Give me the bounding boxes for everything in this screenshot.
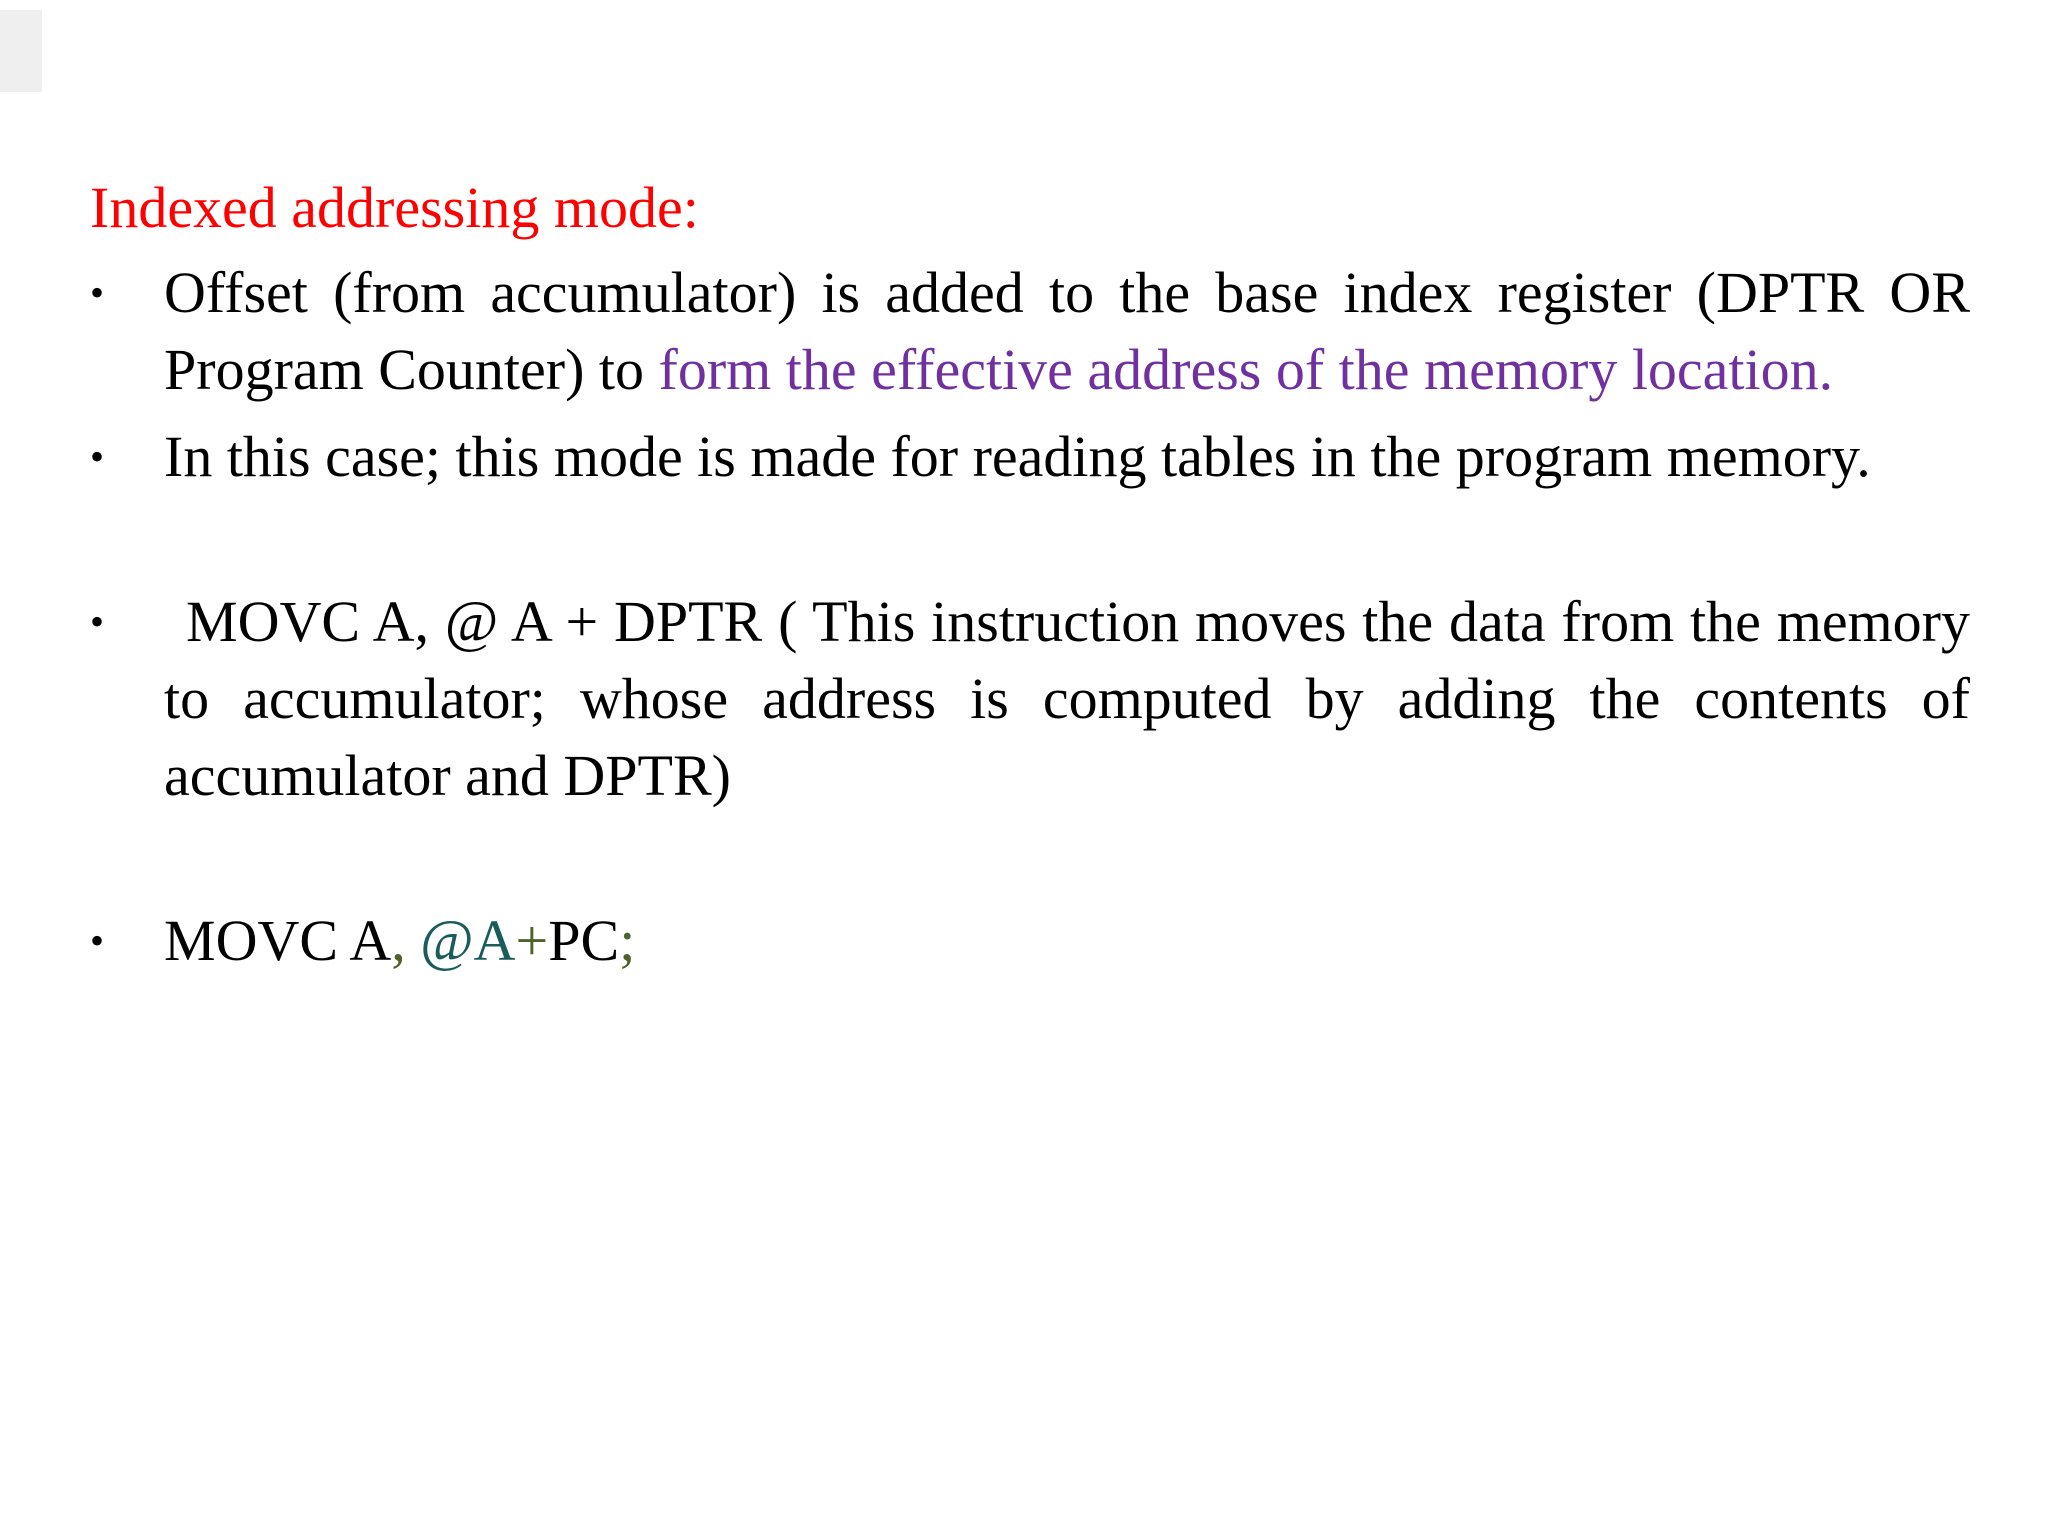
bullet-item-movc-pc xyxy=(90,902,1970,979)
bullet-item-offset xyxy=(90,254,1970,408)
corner-tab xyxy=(0,10,42,92)
code-part-pc: PC xyxy=(548,908,620,973)
slide-heading: Indexed addressing mode: xyxy=(90,175,699,240)
code-part-plus: + xyxy=(515,908,549,973)
bullet-dot-icon: • xyxy=(90,434,105,479)
slide-content xyxy=(90,170,1970,979)
bullet-text-highlight: form the effective address of the memory location. xyxy=(658,337,1834,402)
code-part-semicolon: ; xyxy=(619,908,636,973)
bullet-text-plain: Offset (from accumulator) is added to the base index register (DPTR OR Program Counter) to xyxy=(164,260,1970,402)
bullet-text: MOVC A, @ A + DPTR ( This instruction moves the data from the memory to accumulator; whose address is computed by adding the contents of accumulator and DPTR) xyxy=(164,589,1970,808)
bullet-dot-icon: • xyxy=(90,270,105,315)
code-part-comma: , xyxy=(391,908,406,973)
bullet-item-movc-dptr xyxy=(90,583,1970,814)
bullet-dot-icon: • xyxy=(90,918,105,963)
code-part-at-a: @A xyxy=(405,908,516,973)
code-part-movc: MOVC A xyxy=(164,908,392,973)
bullet-list xyxy=(90,254,1970,979)
bullet-dot-icon: • xyxy=(90,599,105,644)
bullet-text: In this case; this mode is made for reading tables in the program memory. xyxy=(164,424,1871,489)
bullet-item-case xyxy=(90,418,1970,495)
